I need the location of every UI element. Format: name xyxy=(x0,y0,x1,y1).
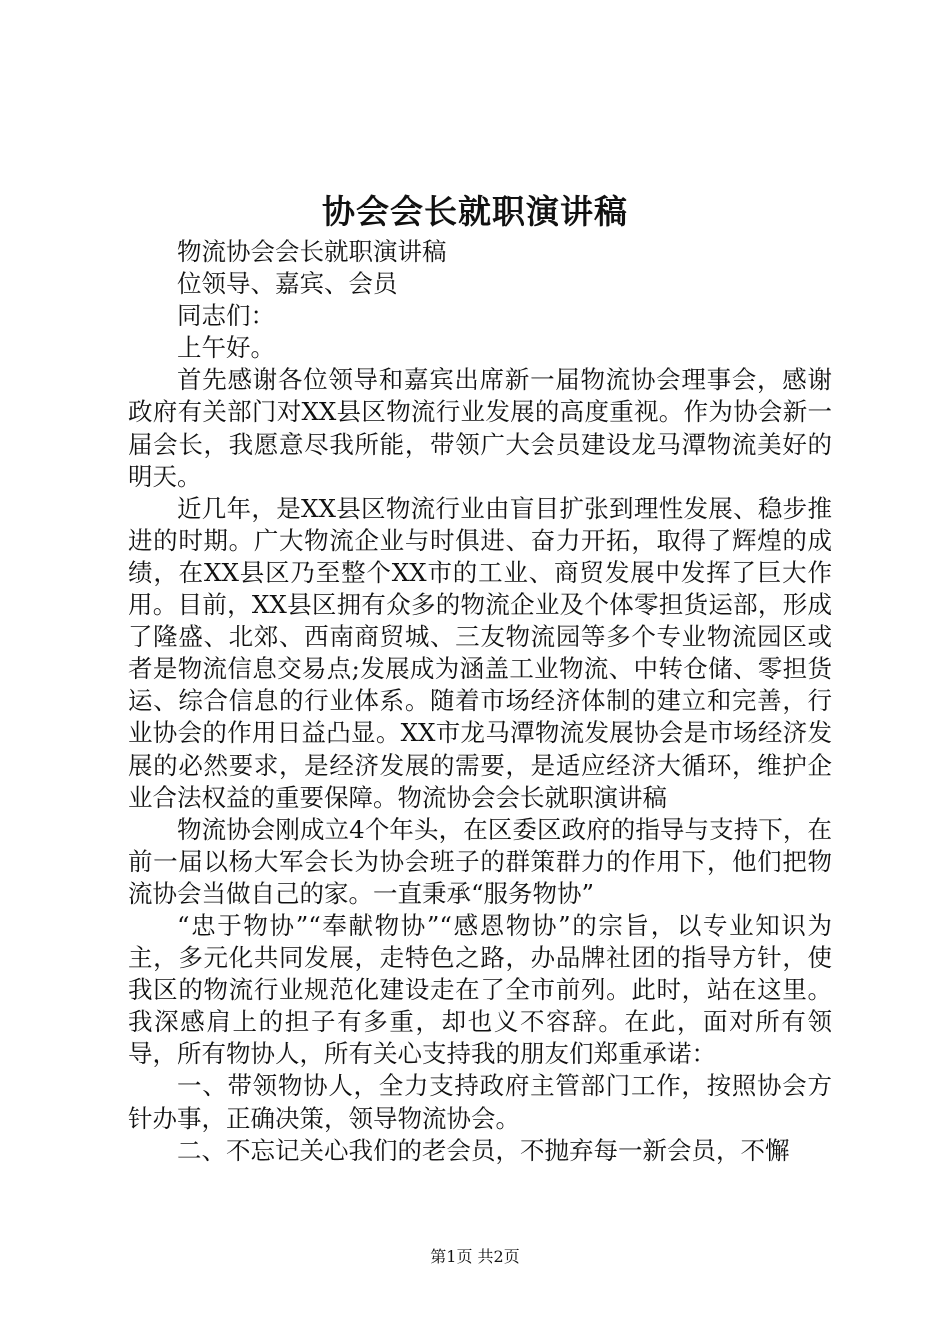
paragraph-salutation-comrades: 同志们： xyxy=(177,301,275,331)
paragraph-greeting: 上午好。 xyxy=(177,333,275,363)
paragraph-association-tenets: “忠于物协”“奉献物协”“感恩物协”的宗旨，以专业知识为主，多元化共同发展，走特色之路，办品牌社团的指导方针，使我区的物流行业规范化建设走在了全市前列。此时，站在这里。我深感肩上的担子有多重，却也义不容辞。在此，面对所有领导，所有物协人，所有关心支持我的朋友们郑重承诺： xyxy=(128,910,832,1069)
page-footer: 第1页 共2页 xyxy=(430,1247,520,1266)
document-title: 协会会长就职演讲稿 xyxy=(322,192,628,231)
document-body xyxy=(128,236,832,1167)
paragraph-promise-two: 二、不忘记关心我们的老会员，不抛弃每一新会员，不懈 xyxy=(177,1135,790,1165)
paragraph-salutation: 位领导、嘉宾、会员 xyxy=(177,269,398,299)
paragraph-promise-one: 一、带领物协人，全力支持政府主管部门工作，按照协会方针办事，正确决策，领导物流协会。 xyxy=(128,1071,832,1133)
paragraph-thanks: 首先感谢各位领导和嘉宾出席新一届物流协会理事会，感谢政府有关部门对XX县区物流行业发展的高度重视。作为协会新一届会长，我愿意尽我所能，带领广大会员建设龙马潭物流美好的明天。 xyxy=(128,365,832,491)
paragraph-association-history: 物流协会刚成立4个年头，在区委区政府的指导与支持下，在前一届以杨大军会长为协会班子的群策群力的作用下，他们把物流协会当做自己的家。一直秉承“服务物协” xyxy=(128,814,832,908)
paragraph-industry-background: 近几年，是XX县区物流行业由盲目扩张到理性发展、稳步推进的时期。广大物流企业与时俱进、奋力开拓，取得了辉煌的成绩，在XX县区乃至整个XX市的工业、商贸发展中发挥了巨大作用。目前，XX县区拥有众多的物流企业及个体零担货运部，形成了隆盛、北郊、西南商贸城、三友物流园等多个专业物流园区或者是物流信息交易点;发展成为涵盖工业物流、中转仓储、零担货运、综合信息的行业体系。随着市场经济体制的建立和完善，行业协会的作用日益凸显。XX市龙马潭物流发展协会是市场经济发展的必然要求，是经济发展的需要，是适应经济大循环，维护企业合法权益的重要保障。物流协会会长就职演讲稿 xyxy=(128,493,832,812)
paragraph-subtitle: 物流协会会长就职演讲稿 xyxy=(177,237,447,266)
